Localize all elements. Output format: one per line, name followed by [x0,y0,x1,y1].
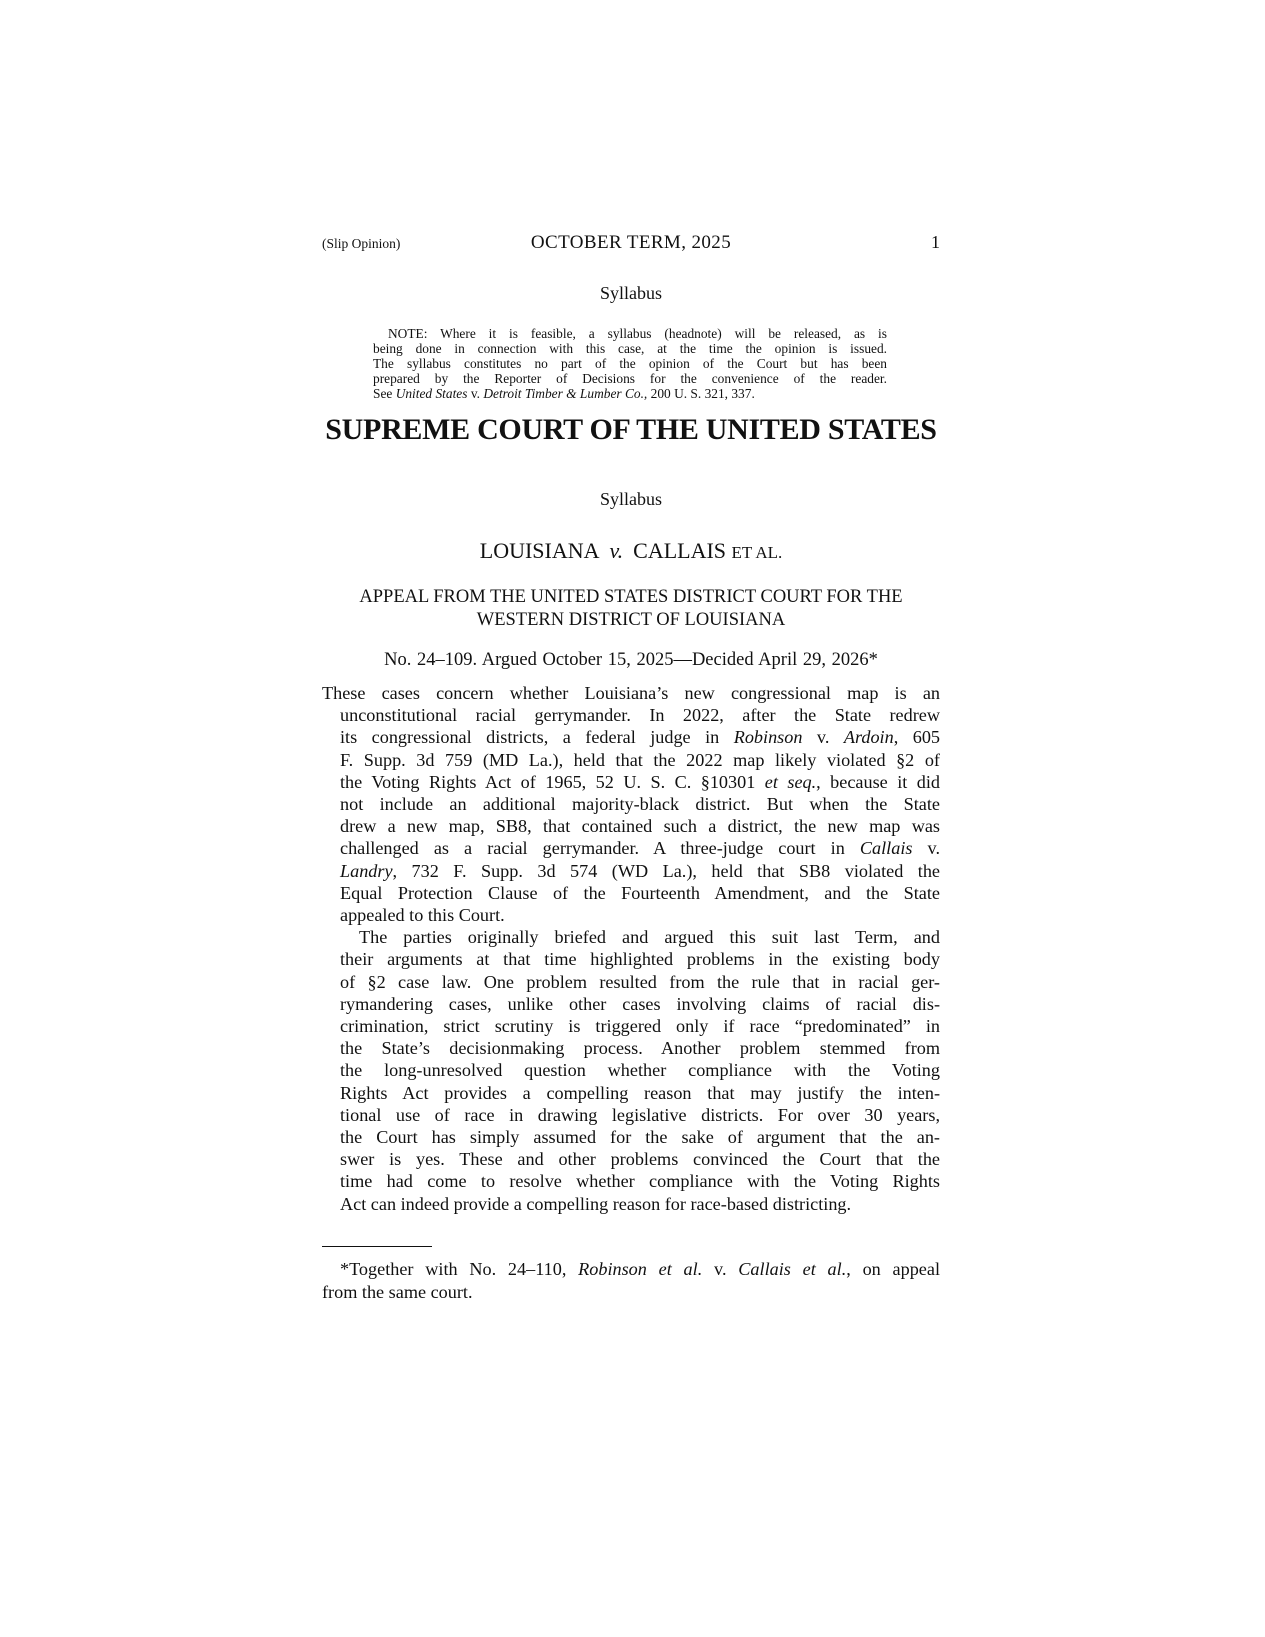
citation-case-a: United States [395,386,468,401]
body-line: swer is yes. These and other problems convinced the Court that the [340,1149,940,1170]
body-line [322,771,940,793]
case-ref: Landry [340,860,393,881]
body-line: their arguments at that time highlighted problems in the existing body [340,949,940,970]
appeal-line-2: WESTERN DISTRICT OF LOUISIANA [476,610,786,630]
syllabus-body [322,682,940,1215]
body-line: time had come to resolve whether compliance with the Voting Rights [340,1171,940,1192]
body-line: rymandering cases, unlike other cases involving claims of racial dis- [340,993,940,1014]
text: v. [802,727,844,748]
case-ref: Robinson [733,727,803,748]
note-line: NOTE: Where it is feasible, a syllabus (headnote) will be released, as is [388,326,887,341]
text: , 732 F. Supp. 3d 574 (WD La.), held that SB8 violated the [392,860,940,881]
text: v. [912,838,940,859]
body-line: These cases concern whether Louisiana’s new congressional map is an [322,683,940,703]
footnote-line: from the same court. [322,1282,473,1302]
case-ref: Callais [859,838,913,859]
page-number: 1 [931,232,940,252]
text: , on appeal [846,1259,941,1279]
appeal-line-1: APPEAL FROM THE UNITED STATES DISTRICT COURT FOR THE [359,587,903,607]
citation-case-b: Detroit Timber & Lumber Co., [483,386,648,401]
text: , 605 [893,727,940,748]
body-line: drew a new map, SB8, that contained such a district, the new map was [340,816,940,837]
reporter-note [373,326,887,401]
citation-reporter: 200 U. S. 321, 337. [647,386,755,401]
body-line [322,837,940,859]
footnote-divider [322,1246,432,1247]
text: , because it did [816,771,941,792]
body-line [322,726,940,748]
body-line: Equal Protection Clause of the Fourteenth Amendment, and the State [340,882,940,903]
case-ref: Robinson et al. [578,1259,703,1279]
note-citation-line [373,386,887,401]
citation-v: v. [467,386,484,401]
term-heading: OCTOBER TERM, 2025 [530,232,732,253]
body-line: crimination, strict scrutiny is triggered only if race “predominated” in [340,1016,940,1037]
body-line: unconstitutional racial gerrymander. In 2022, after the State redrew [340,705,940,726]
note-line: being done in connection with this case, at the time the opinion is issued. [373,341,887,356]
slip-opinion-label: (Slip Opinion) [322,236,401,251]
body-line: tional use of race in drawing legislative districts. For over 30 years, [340,1104,940,1125]
case-caption [322,538,940,564]
versus: v. [609,538,624,563]
text: challenged as a racial gerrymander. A three-judge court in [340,838,860,859]
syllabus-heading-top: Syllabus [599,283,662,303]
note-line: prepared by the Reporter of Decisions for the convenience of the reader. [373,371,887,386]
body-line: the State’s decisionmaking process. Another problem stemmed from [340,1038,940,1059]
appeal-heading [318,586,944,632]
body-line: the Court has simply assumed for the sake of argument that the an- [340,1127,940,1148]
court-title: SUPREME COURT OF THE UNITED STATES [325,413,937,446]
docket-line: No. 24–109. Argued October 15, 2025—Decided April 29, 2026* [384,650,878,670]
text: the Voting Rights Act of 1965, 52 U. S. C. §10301 [340,771,765,792]
text: v. [702,1259,739,1279]
body-line: Act can indeed provide a compelling reason for race-based districting. [340,1193,852,1214]
respondent: CALLAIS [633,538,727,563]
et-seq: et seq. [764,771,817,792]
body-line: appealed to this Court. [340,905,505,926]
body-line: F. Supp. 3d 759 (MD La.), held that the 2022 map likely violated §2 of [340,749,940,770]
case-ref: Callais et al. [738,1259,847,1279]
footnote [322,1258,940,1304]
syllabus-heading: Syllabus [599,489,662,509]
et-al: ET AL. [731,543,783,562]
body-line: The parties originally briefed and argued this suit last Term, and [359,927,940,948]
body-line [322,860,940,882]
running-header [322,232,940,256]
body-line: the long-unresolved question whether compliance with the Voting [340,1060,940,1081]
body-line: not include an additional majority-black district. But when the State [340,794,940,815]
case-ref: Ardoin [843,727,894,748]
note-see: See [373,386,396,401]
footnote-line [322,1258,940,1281]
note-line: The syllabus constitutes no part of the opinion of the Court but has been [373,356,887,371]
body-line: of §2 case law. One problem resulted from the rule that in racial ger- [340,971,940,992]
text: its congressional districts, a federal judge in [340,727,734,748]
body-line: Rights Act provides a compelling reason that may justify the inten- [340,1082,940,1103]
petitioner: LOUISIANA [479,538,600,563]
text: *Together with No. 24–110, [340,1259,579,1279]
